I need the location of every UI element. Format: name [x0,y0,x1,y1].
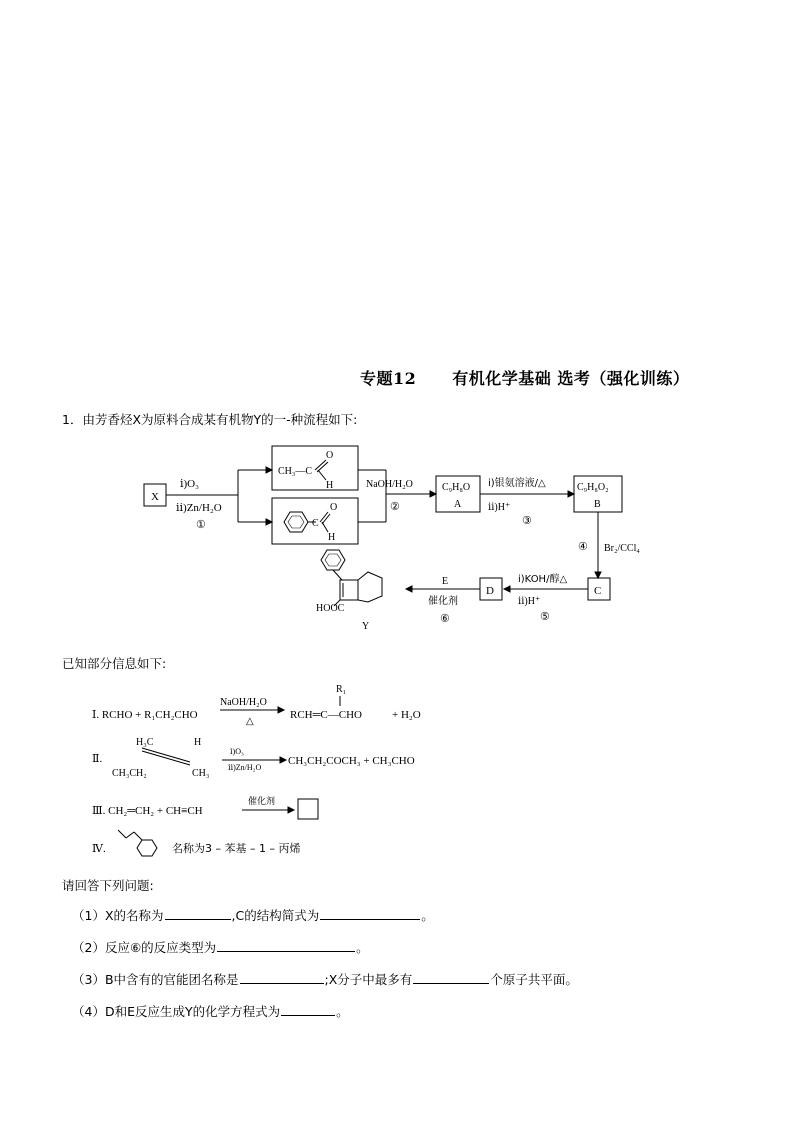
info-ii-methyl: CH₃ [192,768,210,779]
step2-number: ② [390,501,400,513]
benzaldehyde-c: C [312,518,319,529]
q2-text-a: （2）反应⑥的反应类型为 [72,940,217,955]
step3-reagent-b: ⅱ)H⁺ [488,502,511,513]
q1-text-c: 。 [421,908,434,923]
step6-reagent-a: E [442,576,449,587]
q1-text-b: ,C的结构简式为 [231,908,320,923]
step1-reagent-b: ⅱ)Zn/H₂O [176,502,222,514]
q1-text-a: （1）X的名称为 [72,908,164,923]
step4-reagent: Br₂/CCl₄ [604,543,640,554]
questions-title: 请回答下列问题: [62,878,154,893]
info-iii-condition: 催化剂 [248,797,276,807]
step5-reagent-a: ⅰ)KOH/醇△ [518,574,568,585]
q3-blank-functional-group[interactable] [240,971,324,984]
step3-reagent-a: ⅰ)银氨溶液/△ [488,478,546,489]
info-ii-condition-a: ⅰ)O₃ [230,747,244,756]
y-cooh: HOOC [316,603,345,614]
q2-text-b: 。 [356,940,369,955]
q3-text-b: ;X分子中最多有 [324,972,413,987]
q4-text-a: （4）D和E反应生成Y的化学方程式为 [72,1004,281,1019]
q3-text-a: （3）B中含有的官能团名称是 [72,972,239,987]
step6-number: ⑥ [440,613,450,625]
cyclobutene-square [298,799,318,819]
q4-text-b: 。 [336,1004,349,1019]
phenyl-ring [137,840,157,856]
info-ii-rhs: CH₃CH₂COCH₃ + CH₃CHO [288,755,415,767]
info-iv-label: Ⅳ. [92,843,106,855]
synthesis-scheme [130,436,690,636]
step1-reagent-a: ⅰ)O₃ [180,478,199,490]
info-i-lhs: Ⅰ. RCHO + R₁CH₂CHO [92,709,198,721]
info-i-condition-top: NaOH/H₂O [220,697,267,708]
acetaldehyde-o: O [326,450,334,461]
info-ii-h3c: H₃C [136,737,154,748]
b-label: B [594,499,601,510]
question-3 [72,970,578,988]
a-label: A [454,499,462,510]
info-ii-label: Ⅱ. [92,753,103,765]
info-title: 已知部分信息如下: [62,656,167,671]
info-iii-lhs: Ⅲ. CH₂═CH₂ + CH≡CH [92,805,203,817]
question-1 [72,906,434,924]
step5-reagent-b: ⅱ)H⁺ [518,596,541,607]
y-cyclopentane-ring [358,572,382,602]
acetaldehyde-h: H [326,480,334,491]
label-x: X [151,491,159,503]
info-i-rhs: RCH═C—CHO [290,709,362,721]
step3-number: ③ [522,515,532,527]
q4-blank-equation[interactable] [281,1003,335,1016]
y-phenyl-ring [321,550,345,570]
info-iv-name: 名称为3 – 苯基 – 1 – 丙烯 [172,842,301,855]
step4-number: ④ [578,541,588,553]
known-reactions [80,678,500,866]
step1-number: ① [196,519,206,531]
step6-reagent-b: 催化剂 [428,596,458,607]
info-i-condition-bottom: △ [246,716,254,727]
acetaldehyde-formula: CH₃—C [278,466,313,477]
q1-blank-x-name[interactable] [165,907,231,920]
step5-number: ⑤ [540,611,550,623]
label-c: C [594,585,602,597]
question-intro: 1．由芳香烃X为原料合成某有机物Y的一-种流程如下: [62,412,358,427]
info-i-r1: R₁ [336,684,347,695]
title-subject: 有机化学基础 选考（强化训练） [452,369,690,388]
benzaldehyde-o: O [330,502,338,513]
info-ii-h: H [194,737,202,748]
question-2 [72,938,369,956]
q1-blank-c-structure[interactable] [320,907,420,920]
info-i-water: + H₂O [392,709,421,721]
a-formula: C₉H₈O [442,482,471,493]
info-ii-condition-b: ⅱ)Zn/H₂O [228,763,262,772]
page-title [360,366,689,389]
step2-reagent: NaOH/H₂O [366,479,413,490]
title-number: 专题12 [360,369,417,388]
q3-blank-atom-count[interactable] [413,971,489,984]
q2-blank-reaction-type[interactable] [217,939,355,952]
label-d: D [486,585,494,597]
q3-text-c: 个原子共平面。 [490,972,578,987]
y-label: Y [362,621,370,632]
benzaldehyde-h: H [328,532,336,543]
info-ii-ethyl: CH₃CH₂ [112,768,147,779]
question-4 [72,1002,349,1020]
b-formula: C₉H₈O₂ [577,482,609,493]
